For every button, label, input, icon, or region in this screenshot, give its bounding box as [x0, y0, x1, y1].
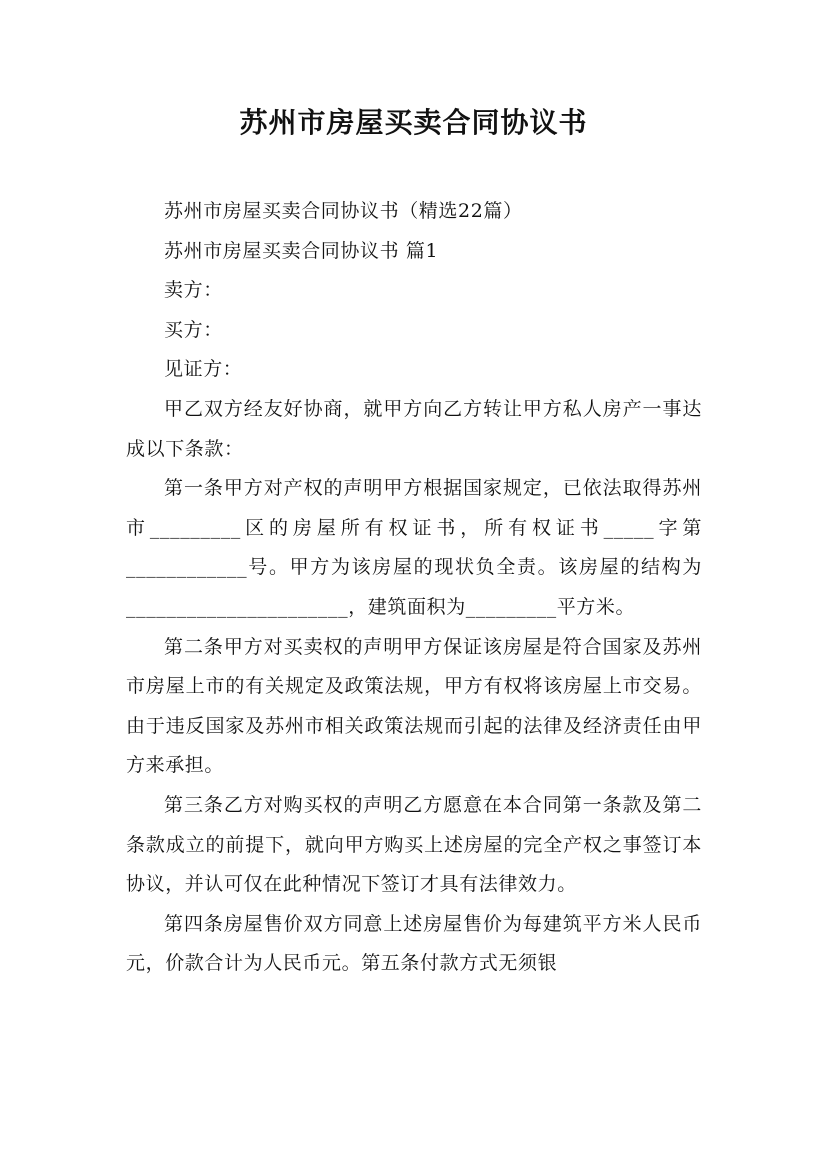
paragraph-seller: 卖方： [164, 279, 223, 302]
paragraph-article-2: 第二条甲方对买卖权的声明甲方保证该房屋是符合国家及苏州市房屋上市的有关规定及政策法规，甲方有权将该房屋上市交易。由于违反国家及苏州市相关政策法规而引起的法律及经济责任由甲方来承担。 [126, 635, 702, 777]
paragraph-article-4: 第四条房屋售价双方同意上述房屋售价为每建筑平方米人民币元，价款合计为人民币元。第五条付款方式无须银 [126, 912, 702, 975]
paragraph-witness: 见证方： [164, 358, 243, 381]
paragraph-article-1: 第一条甲方对产权的声明甲方根据国家规定，已依法取得苏州市_________区的房屋所有权证书，所有权证书_____字第____________号。甲方为该房屋的现状负全责。该房屋的结构为______________________，建筑面积为_________平方米。 [126, 477, 702, 618]
paragraph-buyer: 买方： [164, 318, 223, 341]
document-body [126, 192, 702, 984]
document-title: 苏州市房屋买卖合同协议书 [239, 106, 588, 139]
paragraph-section-heading: 苏州市房屋买卖合同协议书 篇1 [164, 239, 439, 262]
paragraph-collection-title: 苏州市房屋买卖合同协议书（精选22篇） [164, 200, 523, 222]
paragraph-preamble: 甲乙双方经友好协商，就甲方向乙方转让甲方私人房产一事达成以下条款： [126, 397, 702, 460]
paragraph-article-3: 第三条乙方对购买权的声明乙方愿意在本合同第一条款及第二条款成立的前提下，就向甲方购买上述房屋的完全产权之事签订本协议，并认可仅在此种情况下签订才具有法律效力。 [126, 793, 702, 896]
